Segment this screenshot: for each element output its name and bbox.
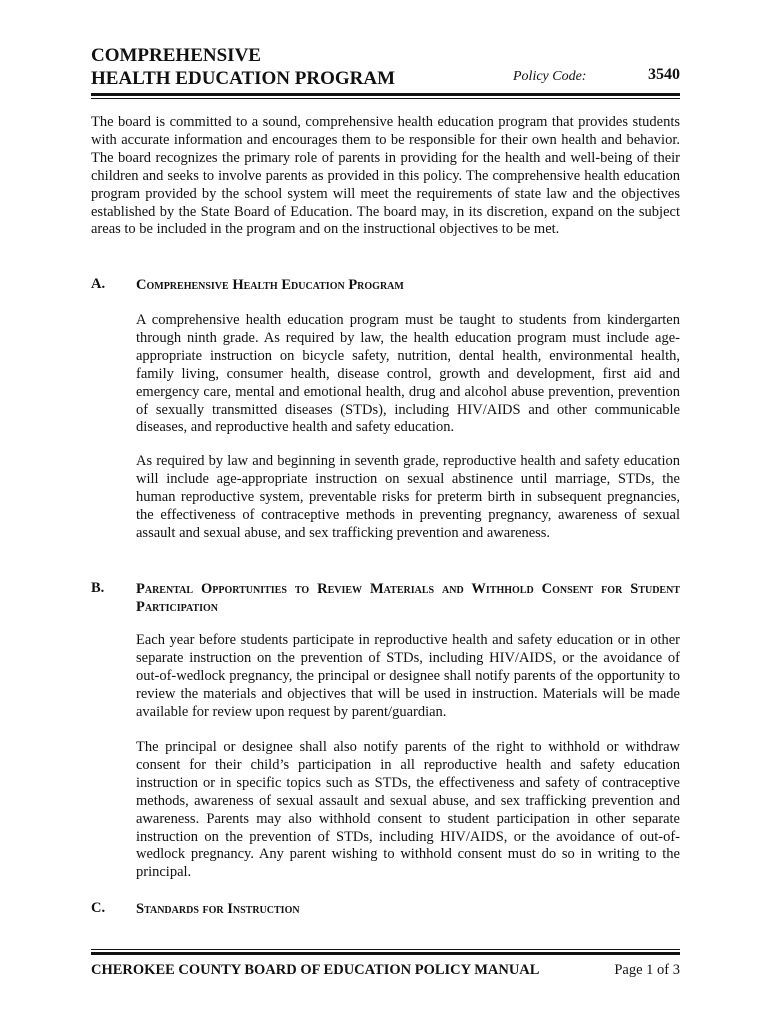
section-c-letter: C. — [91, 900, 106, 916]
section-b-text-2: The principal or designee shall also notify parents of the right to withhold or withdraw consent for their child’s participation in all reproductive health and safety education instruction or in specific topics such as STDs, the effectiveness and safety of contraceptive methods, awareness of sexual assault and sexual abuse, and sex trafficking prevention and awareness. Parents may also withhold consent to student participation in other separate instruction on the prevention of STDs, including HIV/AIDS, or the avoidance of out-of-wedlock pregnancy. Any parent wishing to withhold consent must do so in writing to the principal. — [136, 739, 680, 881]
section-a-text-2: As required by law and beginning in seventh grade, reproductive health and safety education will include age-appropriate instruction on sexual abstinence until marriage, STDs, the human reproductive system, preventable risks for preterm birth in subsequent pregnancies, the effectiveness of contraceptive methods in preventing pregnancy, awareness of sexual assault and sexual abuse, and sex trafficking prevention and awareness. — [136, 453, 680, 541]
policy-code-value: 3540 — [648, 66, 680, 83]
header-rule-thin — [91, 98, 680, 99]
policy-title-line-1: COMPREHENSIVE — [91, 45, 261, 66]
section-a-letter: A. — [91, 276, 106, 292]
section-b-letter: B. — [91, 580, 105, 596]
header-rule-thick — [91, 93, 680, 96]
section-c-heading: Standards for Instruction — [136, 901, 300, 917]
intro-paragraph — [91, 114, 680, 239]
section-a-text-1: A comprehensive health education program must be taught to students from kindergarten through ninth grade. As required by law, the health education program must include age-appropriate instruction on bicycle safety, nutrition, dental health, environmental health, family living, consumer health, disease control, growth and development, first aid and emergency care, mental and emotional health, drug and alcohol abuse prevention, prevention of sexually transmitted diseases (STDs), including HIV/AIDS and other communicable diseases, and reproductive health and safety education. — [136, 312, 680, 436]
footer-page-number: Page 1 of 3 — [614, 962, 680, 978]
section-a-paragraph-1 — [136, 312, 680, 437]
footer-manual-title: CHEROKEE COUNTY BOARD OF EDUCATION POLICY MANUAL — [91, 962, 540, 978]
section-b-heading: Parental Opportunities to Review Materials and Withhold Consent for Student Participation — [136, 581, 680, 615]
document-page — [91, 0, 680, 1024]
section-a-heading: Comprehensive Health Education Program — [136, 277, 404, 293]
policy-title-line-2: HEALTH EDUCATION PROGRAM — [91, 68, 396, 89]
section-b-paragraph-1 — [136, 632, 680, 722]
section-a-paragraph-2 — [136, 453, 680, 543]
policy-code-label: Policy Code: — [513, 69, 587, 84]
footer-rule-thick — [91, 952, 680, 955]
policy-title — [91, 44, 395, 90]
section-b-paragraph-2 — [136, 739, 680, 882]
intro-text: The board is committed to a sound, comprehensive health education program that provides students with accurate information and encourages them to be responsible for their own health and behavior. The board recognizes the primary role of parents in providing for the health and well-being of their children and seeks to involve parents as provided in this policy. The comprehensive health education program provided by the school system will meet the requirements of state law and the objectives established by the State Board of Education. The board may, in its discretion, expand on the subject areas to be included in the program and on the instructional objectives to be met. — [91, 114, 680, 238]
section-b-text-1: Each year before students participate in reproductive health and safety education or in other separate instruction on the prevention of STDs, including HIV/AIDS, or the avoidance of out-of-wedlock pregnancy, the principal or designee shall notify parents of the opportunity to review the materials and objectives that will be used in instruction. Materials will be made available for review upon request by parent/guardian. — [136, 632, 680, 720]
footer-rule-thin — [91, 949, 680, 950]
